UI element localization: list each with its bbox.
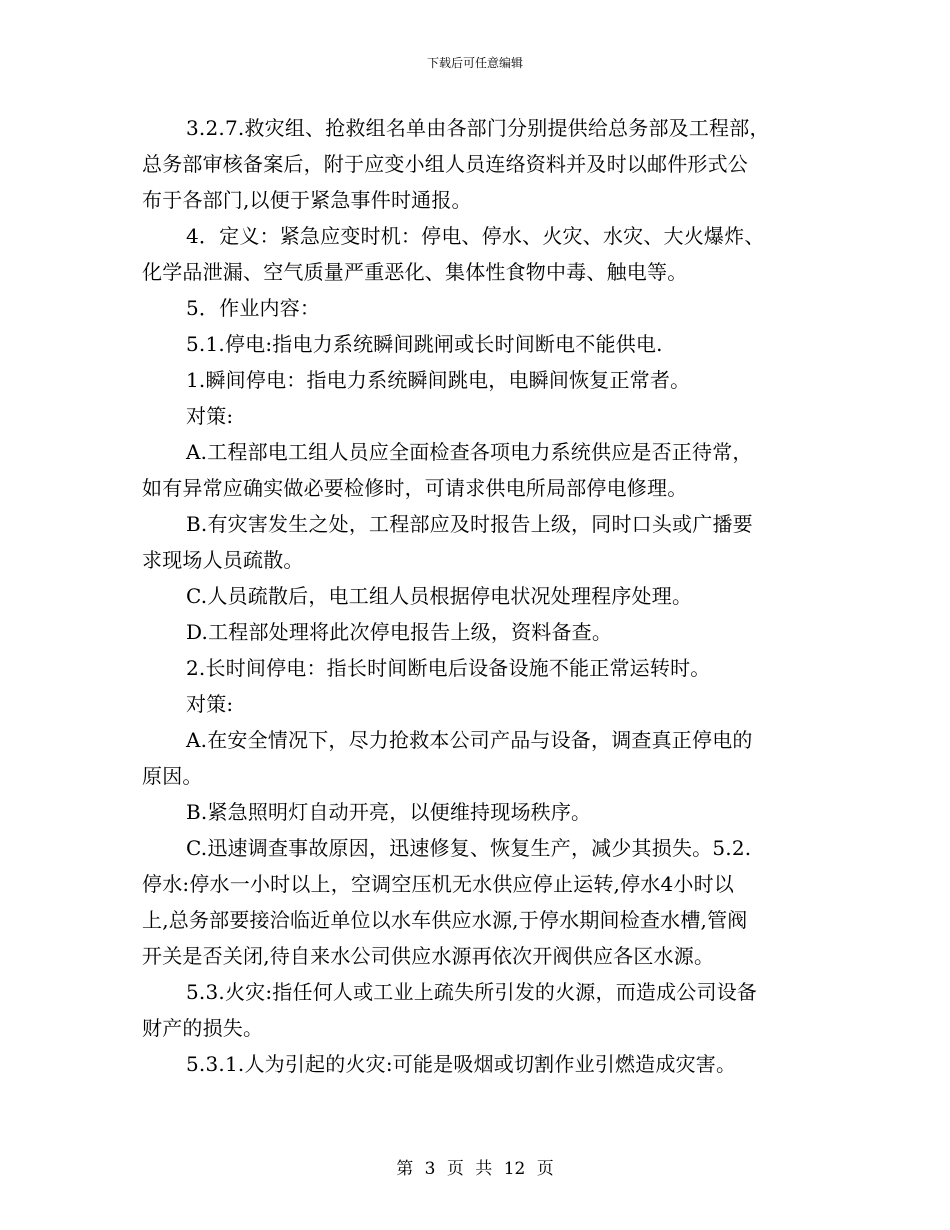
paragraph-line: 3.2.7.救灾组、抢救组名单由各部门分别提供给总务部及工程部，	[186, 116, 770, 140]
paragraph-line: B.有灾害发生之处，工程部应及时报告上级，同时口头或广播要	[186, 512, 753, 536]
paragraph-line: 1.瞬间停电：指电力系统瞬间跳电，电瞬间恢复正常者。	[186, 368, 691, 392]
paragraph-line: B.紧急照明灯自动开亮，以便维持现场秩序。	[186, 800, 592, 824]
paragraph-line: 求现场人员疏散。	[142, 548, 304, 572]
paragraph-line: 财产的损失。	[142, 1016, 264, 1040]
paragraph-line: C.人员疏散后，电工组人员根据停电状况处理程序处理。	[186, 584, 693, 608]
paragraph-line: A.工程部电工组人员应全面检查各项电力系统供应是否正待常，	[186, 440, 753, 464]
paragraph-line: 上,总务部要接洽临近单位以水车供应水源,于停水期间检查水槽,管阀	[142, 908, 748, 932]
paragraph-line: 5．作业内容：	[186, 296, 321, 320]
paragraph-line: D.工程部处理将此次停电报告上级，资料备查。	[186, 620, 613, 644]
paragraph-line: 5.3.火灾:指任何人或工业上疏失所引发的火源，而造成公司设备	[186, 980, 758, 1004]
paragraph-line: A.在安全情况下，尽力抢救本公司产品与设备，调查真正停电的	[186, 728, 753, 752]
paragraph-line: 原因。	[142, 764, 203, 788]
paragraph-line: 如有异常应确实做必要检修时，可请求供电所局部停电修理。	[142, 476, 688, 500]
paragraph-line: 对策:	[186, 404, 234, 428]
page-header: 下载后可任意编辑	[426, 56, 523, 70]
paragraph-line: 布于各部门,以便于紧急事件时通报。	[142, 188, 472, 212]
document-body	[142, 110, 814, 1082]
paragraph-line: 5.3.1.人为引起的火灾:可能是吸烟或切割作业引燃造成灾害。	[186, 1052, 737, 1076]
paragraph-line: 2.长时间停电：指长时间断电后设备设施不能正常运转时。	[186, 656, 711, 680]
paragraph-line: 5.1.停电:指电力系统瞬间跳闸或长时间断电不能供电.	[186, 332, 663, 356]
paragraph-line: 总务部审核备案后，附于应变小组人员连络资料并及时以邮件形式公	[142, 152, 748, 176]
paragraph-line: 开关是否关闭,待自来水公司供应水源再依次开阀供应各区水源。	[142, 944, 715, 968]
paragraph-line: 化学品泄漏、空气质量严重恶化、集体性食物中毒、触电等。	[142, 260, 688, 284]
page-number-footer: 第 3 页 共 12 页	[396, 1159, 554, 1179]
paragraph-line: 对策:	[186, 692, 234, 716]
paragraph-line: 停水:停水一小时以上，空调空压机无水供应停止运转,停水4小时以	[142, 872, 735, 896]
paragraph-line: C.迅速调查事故原因，迅速修复、恢复生产，减少其损失。5.2.	[186, 836, 752, 860]
paragraph-line: 4．定义：紧急应变时机：停电、停水、火灾、水灾、大火爆炸、	[186, 224, 765, 248]
